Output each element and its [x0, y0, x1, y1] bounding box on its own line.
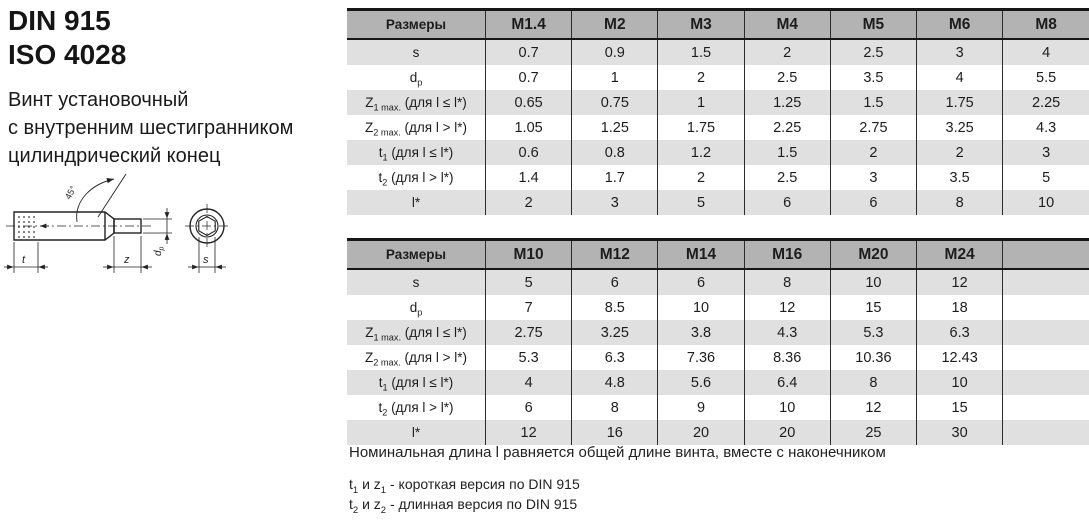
dimension-label-dp: $d_p$ — [153, 246, 166, 256]
cell-value: 30 — [917, 420, 1003, 445]
cell-value: 1.25 — [572, 115, 658, 140]
table-header-row — [347, 240, 1089, 270]
table-row — [347, 115, 1089, 140]
row-label: $t_2$ (для l > l*) — [378, 400, 454, 418]
column-header-M20: M20 — [830, 240, 916, 270]
cell-value: 8 — [572, 395, 658, 420]
description-line: Винт установочный — [8, 89, 189, 111]
cell-value: 20 — [744, 420, 830, 445]
cell-value: 12 — [830, 395, 916, 420]
column-header-M1.4: M1.4 — [486, 10, 572, 40]
dimensions-table-m1-4-to-m8 — [347, 8, 1089, 215]
cell-value: 3 — [830, 165, 916, 190]
cell-value: 1.7 — [572, 165, 658, 190]
cell-value — [1003, 269, 1089, 295]
cell-value: 6 — [486, 395, 572, 420]
cell-value: 15 — [917, 395, 1003, 420]
cell-value: 7.36 — [658, 345, 744, 370]
cell-value: 6 — [830, 190, 916, 215]
table-row — [347, 165, 1089, 190]
cell-value: 12.43 — [917, 345, 1003, 370]
dimensions-table-m10-to-m24 — [347, 238, 1089, 445]
cell-value: 3.25 — [572, 320, 658, 345]
cell-value: 9 — [658, 395, 744, 420]
cell-value: 6 — [744, 190, 830, 215]
row-label: $Z_{1 max.}$ (для l ≤ l*) — [365, 325, 467, 343]
row-label: $t_2$ (для l > l*) — [378, 170, 454, 188]
cell-value: 0.6 — [486, 140, 572, 165]
cell-value: 6 — [658, 269, 744, 295]
cell-value: 3.5 — [830, 65, 916, 90]
dimension-label-z: z — [124, 254, 130, 266]
row-label: $t_1$ (для l ≤ l*) — [378, 375, 454, 393]
cell-value: 1 — [658, 90, 744, 115]
cell-value: 2 — [658, 165, 744, 190]
cell-value: 2.25 — [744, 115, 830, 140]
cell-value: 1.25 — [744, 90, 830, 115]
description-line: с внутренним шестигранником — [8, 117, 294, 139]
footnotes — [349, 444, 886, 516]
cell-value — [1003, 320, 1089, 345]
cell-value: 8.36 — [744, 345, 830, 370]
cell-value: 0.9 — [572, 39, 658, 65]
cell-value: 25 — [830, 420, 916, 445]
row-label: l* — [411, 425, 421, 440]
dimension-label-s: s — [203, 254, 209, 266]
cell-value: 2 — [830, 140, 916, 165]
table-header-sizes: Размеры — [347, 10, 486, 40]
cell-value: 2.75 — [486, 320, 572, 345]
column-header-M4: M4 — [744, 10, 830, 40]
column-header-M5: M5 — [830, 10, 916, 40]
table-row — [347, 140, 1089, 165]
standards-block — [8, 4, 126, 72]
cell-value: 16 — [572, 420, 658, 445]
cell-value: 3 — [917, 39, 1003, 65]
table-row — [347, 320, 1089, 345]
cell-value: 6.3 — [572, 345, 658, 370]
cell-value — [1003, 370, 1089, 395]
table-row — [347, 395, 1089, 420]
table-row — [347, 190, 1089, 215]
cell-value — [1003, 345, 1089, 370]
table-row — [347, 39, 1089, 65]
cell-value: 1.5 — [744, 140, 830, 165]
cell-value: 5 — [658, 190, 744, 215]
cell-value: 5.6 — [658, 370, 744, 395]
cell-value: 0.8 — [572, 140, 658, 165]
row-label: $Z_{1 max.}$ (для l ≤ l*) — [365, 95, 467, 113]
row-label: $d_p$ — [409, 300, 423, 318]
cell-value — [1003, 420, 1089, 445]
cell-value: 4 — [917, 65, 1003, 90]
note-short-version: $t_1$ и $z_1$ - короткая версия по DIN 915 — [349, 476, 580, 496]
dimension-label-t: t — [22, 254, 26, 266]
cell-value: 2.5 — [744, 65, 830, 90]
cell-value: 10 — [917, 370, 1003, 395]
cell-value: 0.65 — [486, 90, 572, 115]
row-label: $Z_{2 max.}$ (для l > l*) — [365, 120, 467, 138]
cell-value: 2.5 — [830, 39, 916, 65]
cell-value: 20 — [658, 420, 744, 445]
cell-value: 7 — [486, 295, 572, 320]
row-label: s — [412, 275, 420, 290]
cell-value: 18 — [917, 295, 1003, 320]
cell-value: 2 — [917, 140, 1003, 165]
angle-leader-line — [98, 174, 126, 217]
table-header-row — [347, 10, 1089, 40]
cell-value: 12 — [917, 269, 1003, 295]
cell-value: 3.25 — [917, 115, 1003, 140]
cell-value: 2.5 — [744, 165, 830, 190]
cell-value: 5 — [1003, 165, 1089, 190]
angle-label: 45° — [62, 184, 79, 201]
row-label: $Z_{2 max.}$ (для l > l*) — [365, 350, 467, 368]
table-header-sizes: Размеры — [347, 240, 486, 270]
cell-value: 2 — [486, 190, 572, 215]
table-row — [347, 345, 1089, 370]
cell-value: 10 — [658, 295, 744, 320]
cell-value: 0.75 — [572, 90, 658, 115]
cell-value: 12 — [744, 295, 830, 320]
column-header-M12: M12 — [572, 240, 658, 270]
cell-value: 8 — [744, 269, 830, 295]
column-header-M14: M14 — [658, 240, 744, 270]
cell-value: 5.3 — [830, 320, 916, 345]
cell-value: 8 — [917, 190, 1003, 215]
cell-value: 4.3 — [744, 320, 830, 345]
cell-value — [1003, 395, 1089, 420]
row-label: l* — [411, 195, 421, 210]
cell-value: 10 — [1003, 190, 1089, 215]
table-row — [347, 370, 1089, 395]
column-header-M6: M6 — [917, 10, 1003, 40]
table-row — [347, 65, 1089, 90]
cell-value: 0.7 — [486, 39, 572, 65]
cell-value: 2.25 — [1003, 90, 1089, 115]
screw-technical-drawing — [2, 170, 252, 290]
cell-value: 6 — [572, 269, 658, 295]
cell-value: 8 — [830, 370, 916, 395]
cell-value: 6.3 — [917, 320, 1003, 345]
cell-value: 1.75 — [658, 115, 744, 140]
cell-value: 1.75 — [917, 90, 1003, 115]
cell-value: 2 — [658, 65, 744, 90]
cell-value: 4.8 — [572, 370, 658, 395]
column-header-M24: M24 — [917, 240, 1003, 270]
row-label: $d_p$ — [409, 70, 423, 88]
cell-value: 3.5 — [917, 165, 1003, 190]
cell-value: 1.2 — [658, 140, 744, 165]
standard-iso: ISO 4028 — [8, 39, 127, 70]
cell-value: 1.5 — [830, 90, 916, 115]
cell-value: 15 — [830, 295, 916, 320]
cell-value: 12 — [486, 420, 572, 445]
product-description — [8, 86, 293, 170]
table-row — [347, 269, 1089, 295]
cell-value: 0.7 — [486, 65, 572, 90]
table-row — [347, 420, 1089, 445]
column-header-M10: M10 — [486, 240, 572, 270]
cell-value: 8.5 — [572, 295, 658, 320]
table-row — [347, 90, 1089, 115]
row-label: s — [412, 45, 420, 60]
column-header-M16: M16 — [744, 240, 830, 270]
cell-value: 5 — [486, 269, 572, 295]
column-header-M3: M3 — [658, 10, 744, 40]
cell-value: 6.4 — [744, 370, 830, 395]
cell-value: 4 — [1003, 39, 1089, 65]
column-header-empty — [1003, 240, 1089, 270]
note-long-version: $t_2$ и $z_2$ - длинная версия по DIN 915 — [349, 496, 578, 516]
cell-value: 10 — [744, 395, 830, 420]
cell-value: 2.75 — [830, 115, 916, 140]
cell-value: 5.5 — [1003, 65, 1089, 90]
table-row — [347, 295, 1089, 320]
column-header-M2: M2 — [572, 10, 658, 40]
cell-value: 5.3 — [486, 345, 572, 370]
cell-value: 1.05 — [486, 115, 572, 140]
cell-value: 2 — [744, 39, 830, 65]
cell-value: 1.4 — [486, 165, 572, 190]
description-line: цилиндрический конец — [8, 145, 221, 167]
cell-value: 4 — [486, 370, 572, 395]
cell-value: 4.3 — [1003, 115, 1089, 140]
note-nominal-length: Номинальная длина l равняется общей длине винта, вместе с наконечником — [349, 444, 886, 461]
standard-din: DIN 915 — [8, 5, 111, 36]
row-label: $t_1$ (для l ≤ l*) — [378, 145, 454, 163]
cell-value: 1.5 — [658, 39, 744, 65]
cell-value: 10 — [830, 269, 916, 295]
cell-value: 10.36 — [830, 345, 916, 370]
cell-value: 1 — [572, 65, 658, 90]
column-header-M8: M8 — [1003, 10, 1089, 40]
cell-value — [1003, 295, 1089, 320]
cell-value: 3 — [1003, 140, 1089, 165]
cell-value: 3 — [572, 190, 658, 215]
cell-value: 3.8 — [658, 320, 744, 345]
